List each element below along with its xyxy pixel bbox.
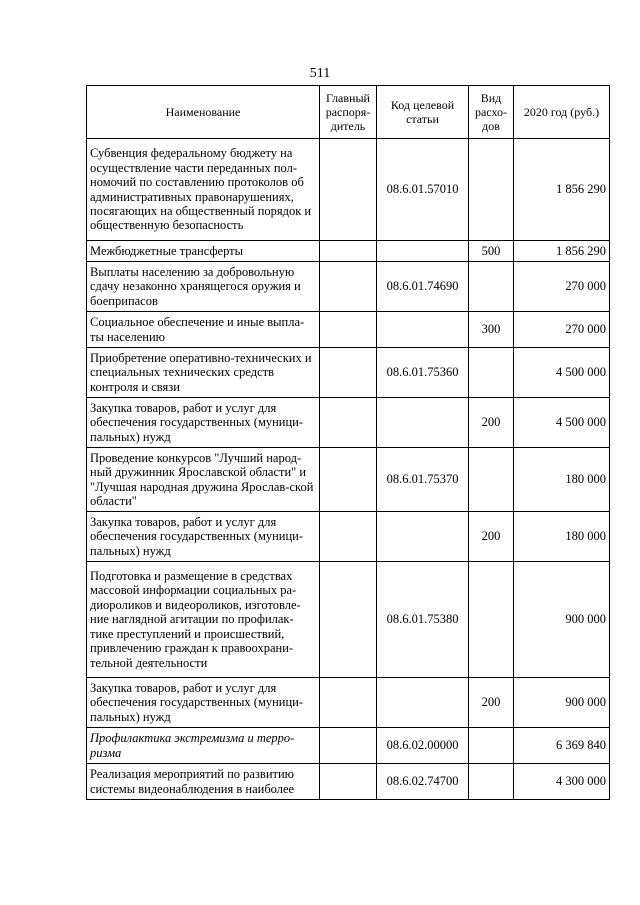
- row-main-manager-cell: [320, 562, 377, 678]
- row-amount-cell: 180 000: [514, 448, 610, 512]
- header-year-amount: 2020 год (руб.): [514, 86, 610, 139]
- row-name-cell: Выплаты населению за добровольную сдачу незаконно хранящегося оружия и боеприпасов: [87, 262, 320, 312]
- row-main-manager-cell: [320, 678, 377, 728]
- table-row: [87, 312, 610, 348]
- row-amount-cell: 270 000: [514, 262, 610, 312]
- row-main-manager-cell: [320, 764, 377, 800]
- row-expense-type-cell: [469, 764, 514, 800]
- row-expense-type-cell: [469, 562, 514, 678]
- row-main-manager-cell: [320, 139, 377, 241]
- header-main-manager: Главный распоря-дитель: [320, 86, 377, 139]
- row-expense-type-cell: [469, 728, 514, 764]
- row-target-code-cell: 08.6.01.75370: [377, 448, 469, 512]
- row-target-code-cell: 08.6.01.74690: [377, 262, 469, 312]
- row-amount-cell: 1 856 290: [514, 241, 610, 262]
- row-target-code-cell: [377, 512, 469, 562]
- row-main-manager-cell: [320, 241, 377, 262]
- row-target-code-cell: [377, 241, 469, 262]
- row-name-cell: Реализация мероприятий по развитию системы видеонаблюдения в наиболее: [87, 764, 320, 800]
- row-name-cell: Социальное обеспечение и иные выпла-ты населению: [87, 312, 320, 348]
- table-body: [87, 139, 610, 800]
- row-name-cell: Межбюджетные трансферты: [87, 241, 320, 262]
- row-amount-cell: 900 000: [514, 678, 610, 728]
- table-row: [87, 512, 610, 562]
- row-target-code-cell: 08.6.01.75380: [377, 562, 469, 678]
- table-row: [87, 348, 610, 398]
- row-expense-type-cell: [469, 139, 514, 241]
- row-target-code-cell: 08.6.01.75360: [377, 348, 469, 398]
- table-row: [87, 678, 610, 728]
- row-amount-cell: 900 000: [514, 562, 610, 678]
- row-expense-type-cell: [469, 262, 514, 312]
- table-row: [87, 262, 610, 312]
- row-amount-cell: 4 500 000: [514, 348, 610, 398]
- table-row: [87, 562, 610, 678]
- row-amount-cell: 1 856 290: [514, 139, 610, 241]
- row-amount-cell: 6 369 840: [514, 728, 610, 764]
- row-expense-type-cell: 200: [469, 398, 514, 448]
- row-name-cell: Закупка товаров, работ и услуг для обеспечения государственных (муници-пальных) нужд: [87, 398, 320, 448]
- row-target-code-cell: [377, 678, 469, 728]
- row-expense-type-cell: [469, 448, 514, 512]
- row-amount-cell: 270 000: [514, 312, 610, 348]
- header-expense-type: Вид расхо-дов: [469, 86, 514, 139]
- row-expense-type-cell: 200: [469, 678, 514, 728]
- row-amount-cell: 180 000: [514, 512, 610, 562]
- row-main-manager-cell: [320, 728, 377, 764]
- table-row: [87, 241, 610, 262]
- row-main-manager-cell: [320, 512, 377, 562]
- row-target-code-cell: 08.6.01.57010: [377, 139, 469, 241]
- row-name-cell: Субвенция федеральному бюджету на осуществление части переданных пол-номочий по составлению протоколов об административных правонарушениях, посягающих на общественный порядок и общественную безопасность: [87, 139, 320, 241]
- row-name-cell: Закупка товаров, работ и услуг для обеспечения государственных (муници-пальных) нужд: [87, 512, 320, 562]
- row-amount-cell: 4 500 000: [514, 398, 610, 448]
- row-target-code-cell: 08.6.02.00000: [377, 728, 469, 764]
- row-expense-type-cell: 300: [469, 312, 514, 348]
- row-name-cell: Подготовка и размещение в средствах массовой информации социальных ра-диороликов и видеороликов, изготовле-ние наглядной агитации по профилак-тике преступлений и происшествий, привлечению граждан к правоохрани-тельной деятельности: [87, 562, 320, 678]
- header-name: Наименование: [87, 86, 320, 139]
- row-main-manager-cell: [320, 348, 377, 398]
- row-expense-type-cell: 500: [469, 241, 514, 262]
- row-main-manager-cell: [320, 262, 377, 312]
- row-target-code-cell: 08.6.02.74700: [377, 764, 469, 800]
- row-expense-type-cell: 200: [469, 512, 514, 562]
- table-row: [87, 139, 610, 241]
- row-expense-type-cell: [469, 348, 514, 398]
- page-number: 511: [309, 66, 331, 81]
- table-row: [87, 448, 610, 512]
- row-main-manager-cell: [320, 398, 377, 448]
- table-row: [87, 728, 610, 764]
- row-amount-cell: 4 300 000: [514, 764, 610, 800]
- row-main-manager-cell: [320, 448, 377, 512]
- row-target-code-cell: [377, 312, 469, 348]
- table-row: [87, 398, 610, 448]
- row-target-code-cell: [377, 398, 469, 448]
- row-name-cell: Приобретение оперативно-технических и специальных технических средств контроля и связи: [87, 348, 320, 398]
- row-name-cell: Закупка товаров, работ и услуг для обеспечения государственных (муници-пальных) нужд: [87, 678, 320, 728]
- row-main-manager-cell: [320, 312, 377, 348]
- row-name-cell: Проведение конкурсов "Лучший народ-ный дружинник Ярославской области" и "Лучшая народная дружина Ярослав-ской области": [87, 448, 320, 512]
- table-row: [87, 764, 610, 800]
- row-name-cell: Профилактика экстремизма и терро-ризма: [87, 728, 320, 764]
- table-header-row: [87, 86, 610, 139]
- budget-table: [86, 85, 610, 800]
- header-target-code: Код целевой статьи: [377, 86, 469, 139]
